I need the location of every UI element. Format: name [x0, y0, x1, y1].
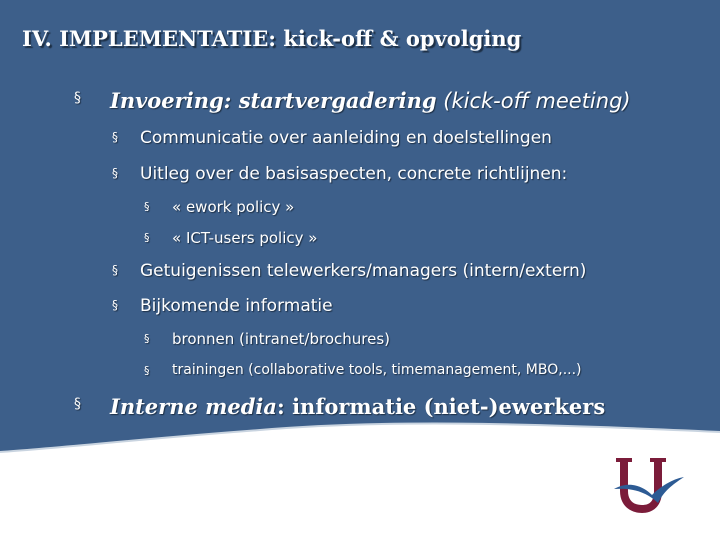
bullet-item-text: Uitleg over de basisaspecten, concrete richtlijnen: [140, 164, 568, 184]
bullet-item-invoering [74, 88, 631, 114]
bullet-marker: § [144, 332, 150, 345]
bullet-item-getuigenissen [112, 261, 587, 281]
bullet-item-text: « ICT-users policy » [172, 229, 318, 247]
bullet-marker: § [112, 263, 118, 277]
bullet-marker: § [112, 130, 118, 144]
bullet-marker: § [74, 90, 81, 106]
bullet-item-text: « ework policy » [172, 198, 295, 216]
bullet-item-text: Communicatie over aanleiding en doelstellingen [140, 128, 552, 148]
bullet-item-rest: : informatie (niet-)ewerkers [277, 394, 606, 419]
bullet-item-bronnen [144, 330, 391, 348]
bullet-item-communicatie [112, 128, 552, 148]
bullet-marker: § [144, 231, 150, 244]
bullet-item-ict-users-policy [144, 229, 318, 247]
bullet-item-text: trainingen (collaborative tools, timemanagement, MBO,...) [172, 362, 582, 378]
bullet-item-interne-media [74, 394, 606, 420]
bullet-item-text: Bijkomende informatie [140, 296, 333, 316]
bullet-marker: § [144, 364, 150, 377]
bullet-item-bijkomende-informatie [112, 296, 333, 316]
bullet-item-uitleg [112, 164, 568, 184]
bullet-item-ework-policy [144, 198, 295, 216]
bullet-item-rest: (kick-off meeting) [436, 89, 631, 113]
bullet-item-trainingen [144, 362, 582, 378]
bullet-marker: § [144, 200, 150, 213]
bullet-marker: § [112, 166, 118, 180]
bullet-item-text: bronnen (intranet/brochures) [172, 330, 391, 348]
slide-title: IV. IMPLEMENTATIE: kick-off & opvolging [22, 26, 522, 51]
bullet-item-emphasis: Invoering: startvergadering [110, 88, 437, 113]
university-logo-icon [612, 455, 686, 515]
bullet-marker: § [74, 396, 81, 412]
bullet-marker: § [112, 298, 118, 312]
bullet-item-emphasis: Interne media [110, 394, 278, 419]
bullet-item-text: Getuigenissen telewerkers/managers (intern/extern) [140, 261, 587, 281]
